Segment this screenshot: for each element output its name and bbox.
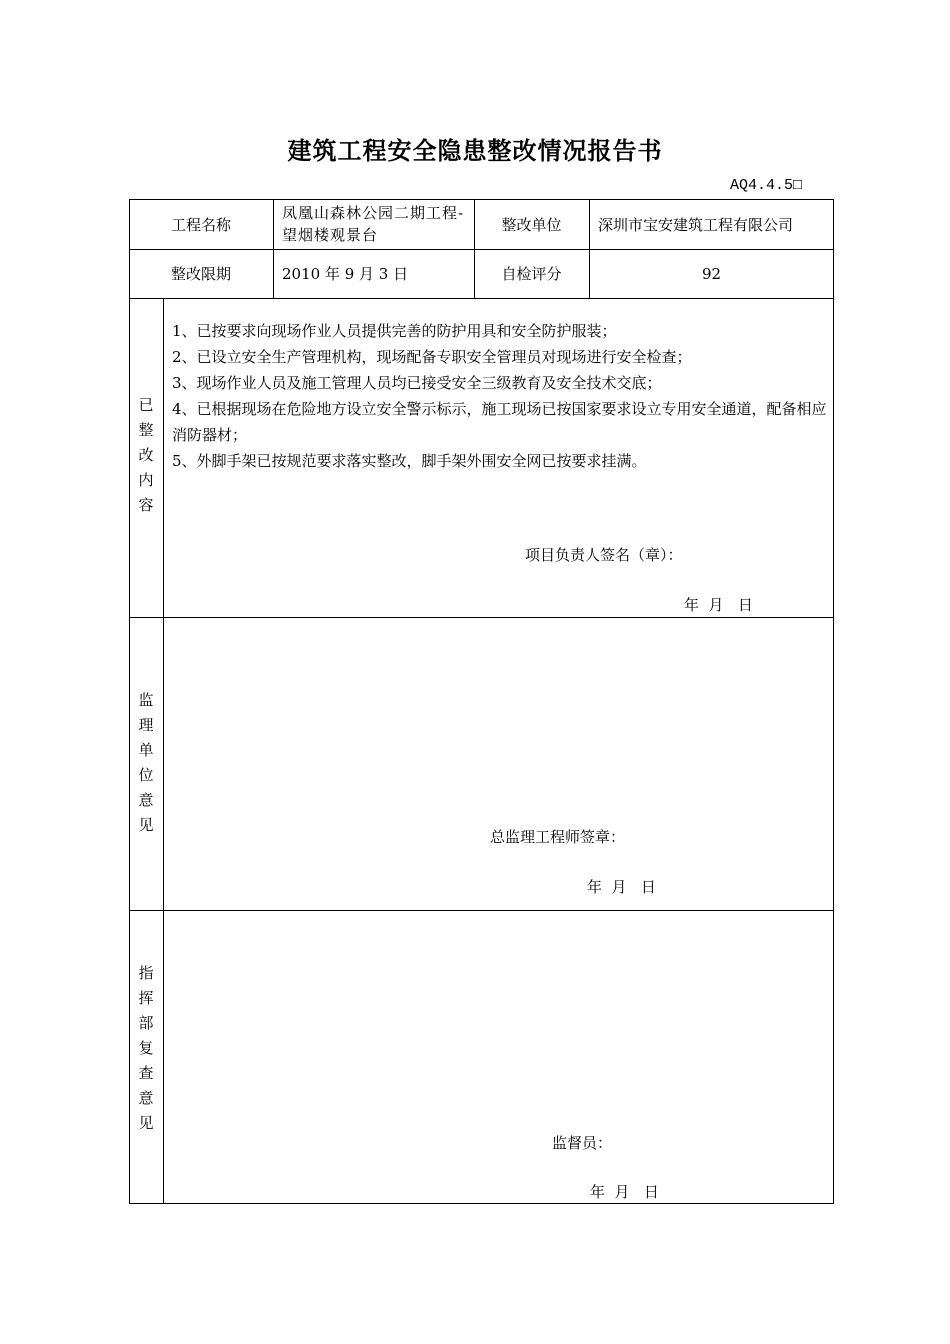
project-leader-signature: 项目负责人签名（章）： (525, 546, 683, 564)
form-code: AQ4.4.5□ (729, 177, 802, 194)
rectify-unit-value: 深圳市宝安建筑工程有限公司 (598, 215, 794, 234)
command-date: 年 月 日 (590, 1183, 659, 1201)
col-divider (163, 298, 164, 1204)
rectified-section-label: 已 整 改 内 容 (138, 395, 154, 514)
supervision-date: 年 月 日 (587, 878, 656, 896)
row-divider (129, 910, 834, 911)
rectified-item: 4、已根据现场在危险地方设立安全警示标示，施工现场已按国家要求设立专用安全通道，配备相应消防器材； (172, 400, 827, 444)
inspector-signature: 监督员： (552, 1134, 613, 1152)
project-name-value: 凤凰山森林公园二期工程-望烟楼观景台 (282, 204, 465, 244)
deadline-label: 整改限期 (170, 265, 231, 283)
row-divider (129, 298, 834, 299)
rectified-item: 5、外脚手架已按规范要求落实整改，脚手架外围安全网已按要求挂满。 (172, 452, 647, 470)
page-title: 建筑工程安全隐患整改情况报告书 (287, 137, 663, 165)
rectified-item: 3、现场作业人员及施工管理人员均已接受安全三级教育及安全技术交底； (172, 374, 662, 392)
rectified-content (172, 318, 827, 474)
rectify-unit-label: 整改单位 (501, 215, 562, 234)
col-divider (273, 199, 274, 299)
deadline-value: 2010 年 9 月 3 日 (282, 265, 409, 283)
chief-supervisor-signature: 总监理工程师签章： (490, 828, 626, 846)
rectified-item: 2、已设立安全生产管理机构，现场配备专职安全管理员对现场进行安全检查； (172, 348, 692, 366)
rectified-date: 年 月 日 (684, 596, 753, 614)
rectified-item: 1、已按要求向现场作业人员提供完善的防护用具和安全防护服装； (172, 322, 617, 340)
command-section-label: 指 挥 部 复 查 意 见 (138, 963, 154, 1132)
self-score-value: 92 (701, 264, 722, 283)
row-divider (129, 617, 834, 618)
self-score-label: 自检评分 (501, 265, 562, 283)
project-name-label: 工程名称 (170, 215, 231, 234)
supervision-section-label: 监 理 单 位 意 见 (138, 690, 154, 834)
